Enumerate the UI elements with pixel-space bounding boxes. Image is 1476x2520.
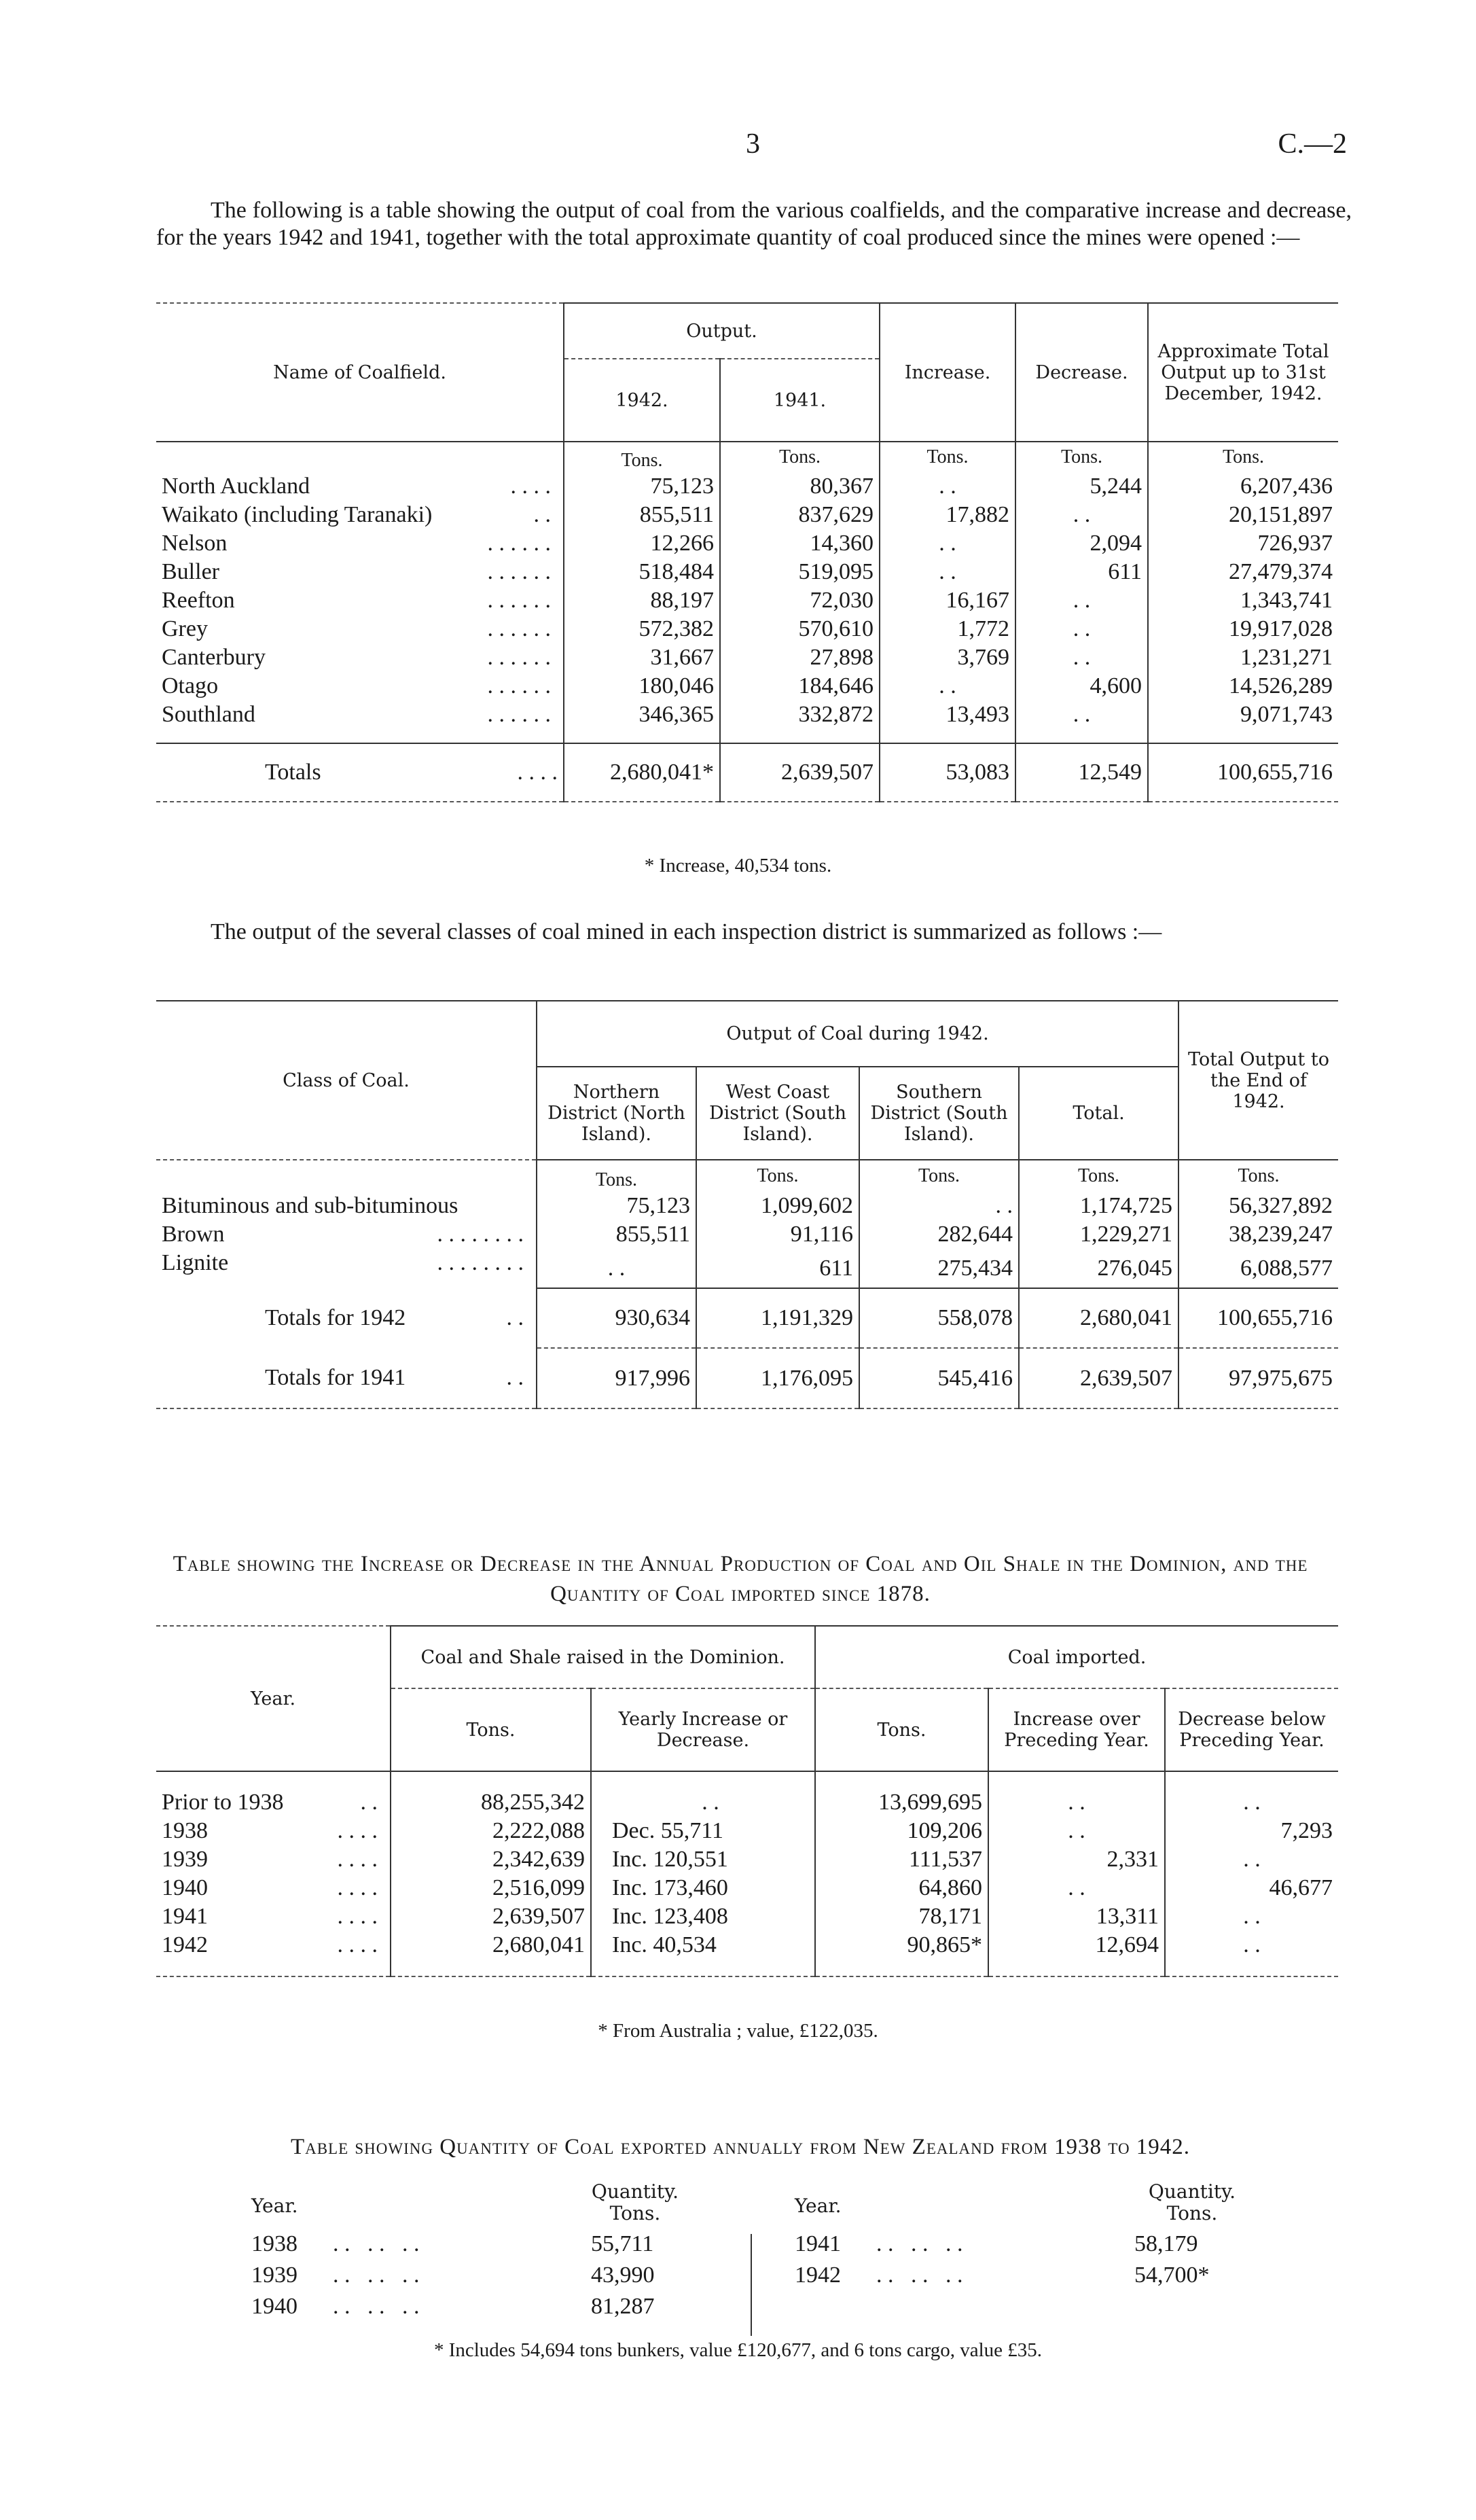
cell-increase: . . [880, 472, 1015, 501]
cell-decrease: 46,677 [1165, 1874, 1338, 1902]
cell-1942: 346,365 [564, 700, 720, 743]
leader-dots: . . . . . . [487, 559, 551, 584]
totals-label: Totals for 1942 [265, 1305, 406, 1330]
col-increase-over: Increase over Preceding Year. [988, 1688, 1165, 1771]
year-label: 1938 [162, 1818, 208, 1843]
cell-1941: 519,095 [720, 558, 880, 586]
export-table [251, 2181, 1270, 2337]
coalfield-name: Reefton [162, 588, 235, 613]
list-item [795, 2262, 1270, 2294]
cell-increase: . . [880, 529, 1015, 558]
row-label [156, 672, 564, 700]
leader-dots: . . . . [510, 474, 551, 499]
col-quantity-right: Quantity. Tons. [1148, 2180, 1236, 2224]
col-1941: 1941. [720, 359, 880, 442]
cell-south: 545,416 [859, 1348, 1019, 1408]
leader-dots: . . . . . . [333, 2262, 420, 2288]
leader-dots: . . [506, 1365, 524, 1390]
coalfield-name: Buller [162, 559, 219, 584]
export-year: 1940 [251, 2294, 298, 2319]
cell-total: 2,680,041 [1019, 1288, 1178, 1348]
leader-dots: . . . . . . [876, 2262, 963, 2288]
cell-decrease: 2,094 [1015, 529, 1148, 558]
cell-tons: 2,342,639 [391, 1845, 591, 1874]
table-row [156, 643, 1338, 672]
cell-total: 1,174,725 [1019, 1192, 1178, 1220]
footnote-table-1: * Increase, 40,534 tons. [644, 855, 832, 876]
cell-total: 726,937 [1148, 529, 1338, 558]
export-year: 1941 [795, 2231, 841, 2256]
cell-increase: . . [988, 1771, 1165, 1817]
cell-decrease: 5,244 [1015, 472, 1148, 501]
row-year [156, 1902, 391, 1931]
cell-1942: 518,484 [564, 558, 720, 586]
cell-north: 917,996 [537, 1348, 696, 1408]
cell-total: 14,526,289 [1148, 672, 1338, 700]
col-west-coast-district: West Coast District (South Island). [696, 1067, 859, 1160]
cell-decrease: 12,549 [1015, 743, 1148, 802]
year-label: 1941 [162, 1904, 208, 1929]
table-row [156, 529, 1338, 558]
intro-paragraph-2: The output of the several classes of coal mined in each inspection district is summarized as follows :— [211, 919, 1162, 944]
cell-increase: 53,083 [880, 743, 1015, 802]
row-label [156, 586, 564, 615]
coalfield-name: Otago [162, 673, 219, 698]
export-year: 1939 [251, 2262, 298, 2288]
production-import-table [156, 1625, 1338, 1977]
unit-label: Tons. [1019, 1160, 1178, 1192]
unit-label: Tons. [720, 442, 880, 472]
cell-south: 558,078 [859, 1288, 1019, 1348]
leader-dots: . . . . [337, 1875, 378, 1900]
row-label [156, 529, 564, 558]
cell-south: . . [859, 1192, 1019, 1220]
list-item [251, 2294, 727, 2325]
cell-1942: 180,046 [564, 672, 720, 700]
col-decrease: Decrease. [1015, 303, 1148, 442]
table-row [156, 1192, 1338, 1220]
table-row [156, 1771, 1338, 1817]
cell-increase: 17,882 [880, 501, 1015, 529]
cell-1941: 332,872 [720, 700, 880, 743]
col-approx-total: Approximate Total Output up to 31st December, 1942. [1148, 303, 1338, 442]
cell-total: 1,231,271 [1148, 643, 1338, 672]
list-item [795, 2231, 1270, 2262]
cell-decrease: . . [1015, 501, 1148, 529]
cell-1941: 14,360 [720, 529, 880, 558]
table-row [156, 501, 1338, 529]
coalfield-name: North Auckland [162, 474, 310, 499]
totals-label: Totals [265, 760, 321, 785]
col-total: Total. [1019, 1067, 1178, 1160]
cell-increase: 3,769 [880, 643, 1015, 672]
col-tons: Tons. [391, 1688, 591, 1771]
cell-decrease: . . [1015, 586, 1148, 615]
cell-end: 38,239,247 [1178, 1220, 1338, 1249]
cell-total: 20,151,897 [1148, 501, 1338, 529]
cell-north: 855,511 [537, 1220, 696, 1249]
coalfield-name: Waikato (including Taranaki) [162, 502, 433, 527]
cell-yearly: Inc. 173,460 [591, 1874, 815, 1902]
cell-west: 611 [696, 1249, 859, 1288]
leader-dots: . . . . . . [487, 645, 551, 670]
table-row [156, 586, 1338, 615]
cell-1942: 75,123 [564, 472, 720, 501]
cell-decrease: 4,600 [1015, 672, 1148, 700]
year-label: Prior to 1938 [162, 1790, 284, 1815]
cell-increase: . . [880, 558, 1015, 586]
cell-decrease: . . [1015, 615, 1148, 643]
leader-dots: . . [360, 1790, 378, 1815]
leader-dots: . . . . [337, 1932, 378, 1957]
col-class-of-coal: Class of Coal. [156, 1001, 537, 1160]
cell-decrease: . . [1015, 700, 1148, 743]
unit-label: Tons. [1148, 442, 1338, 472]
export-year: 1942 [795, 2262, 841, 2288]
cell-increase: 1,772 [880, 615, 1015, 643]
row-label [156, 558, 564, 586]
cell-west: 1,191,329 [696, 1288, 859, 1348]
unit-label: Tons. [696, 1160, 859, 1192]
cell-yearly: Inc. 40,534 [591, 1931, 815, 1976]
unit-label: Tons. [1015, 442, 1148, 472]
leader-dots: . . . . . . . . [437, 1222, 524, 1247]
cell-north: 75,123 [537, 1192, 696, 1220]
leader-dots: . . . . [337, 1847, 378, 1872]
table-row [156, 1845, 1338, 1874]
cell-decrease: . . [1165, 1771, 1338, 1817]
cell-increase: . . [988, 1874, 1165, 1902]
cell-1941: 27,898 [720, 643, 880, 672]
col-decrease-below: Decrease below Preceding Year. [1165, 1688, 1338, 1771]
table-row [156, 672, 1338, 700]
coalfield-name: Grey [162, 616, 208, 641]
coal-class-table [156, 1000, 1338, 1409]
export-quantity: 54,700* [1134, 2262, 1210, 2288]
cell-north: 930,634 [537, 1288, 696, 1348]
table-row [156, 472, 1338, 501]
unit-label: Tons. [1178, 1160, 1338, 1192]
cell-imported: 13,699,695 [815, 1771, 988, 1817]
leader-dots: . . . . [337, 1818, 378, 1843]
leader-dots: . . . . . . . . [437, 1250, 524, 1275]
cell-tons: 88,255,342 [391, 1771, 591, 1817]
cell-south: 275,434 [859, 1249, 1019, 1288]
cell-1941: 80,367 [720, 472, 880, 501]
cell-yearly: Dec. 55,711 [591, 1817, 815, 1845]
cell-yearly: Inc. 120,551 [591, 1845, 815, 1874]
cell-increase: 13,493 [880, 700, 1015, 743]
cell-1942: 2,680,041* [564, 743, 720, 802]
cell-decrease: . . [1015, 643, 1148, 672]
leader-dots: . . . . . . [487, 531, 551, 556]
cell-total: 19,917,028 [1148, 615, 1338, 643]
cell-imported: 78,171 [815, 1902, 988, 1931]
page-number: 3 [746, 128, 760, 160]
leader-dots: . . . . . . [487, 616, 551, 641]
cell-west: 1,176,095 [696, 1348, 859, 1408]
year-label: 1940 [162, 1875, 208, 1900]
unit-label: Tons. [564, 442, 720, 472]
cell-increase: . . [988, 1817, 1165, 1845]
totals-1941-row [156, 1348, 1338, 1408]
leader-dots: . . . . . . [487, 588, 551, 613]
footnote-table-3: * From Australia ; value, £122,035. [598, 2020, 878, 2042]
export-list-left [251, 2231, 727, 2325]
coalfield-name: Canterbury [162, 645, 266, 670]
table-row [156, 700, 1338, 743]
year-label: 1939 [162, 1847, 208, 1872]
table-3-title: Table showing the Increase or Decrease in the Annual Production of Coal and Oil Shale in the Dominion, and the Quantity of Coal imported since 1878. [173, 1552, 1308, 1606]
col-northern-district: Northern District (North Island). [537, 1067, 696, 1160]
cell-yearly: . . [591, 1771, 815, 1817]
row-year [156, 1817, 391, 1845]
row-label [156, 472, 564, 501]
leader-dots: . . . . . . [876, 2231, 963, 2256]
column-divider [751, 2234, 752, 2336]
col-output-1942: Output of Coal during 1942. [537, 1001, 1178, 1067]
export-quantity: 58,179 [1134, 2231, 1198, 2256]
col-coal-imported: Coal imported. [815, 1626, 1338, 1688]
year-label: 1942 [162, 1932, 208, 1957]
unit-label: Tons. [859, 1160, 1019, 1192]
cell-imported: 109,206 [815, 1817, 988, 1845]
table-row [156, 1249, 1338, 1288]
unit-label: Tons. [537, 1160, 696, 1192]
col-year-right: Year. [795, 2195, 842, 2217]
cell-total: 276,045 [1019, 1249, 1178, 1288]
cell-total: 27,479,374 [1148, 558, 1338, 586]
cell-south: 282,644 [859, 1220, 1019, 1249]
cell-total: 6,207,436 [1148, 472, 1338, 501]
cell-north: . . [537, 1249, 696, 1288]
cell-1942: 31,667 [564, 643, 720, 672]
row-year [156, 1771, 391, 1817]
totals-1942-row [156, 1288, 1338, 1348]
cell-tons: 2,639,507 [391, 1902, 591, 1931]
col-year: Year. [156, 1626, 391, 1771]
leader-dots: . . . . [517, 760, 558, 785]
cell-1941: 2,639,507 [720, 743, 880, 802]
cell-decrease: . . [1165, 1931, 1338, 1976]
document-code: C.—2 [1278, 128, 1347, 160]
leader-dots: . . [506, 1305, 524, 1330]
cell-1941: 184,646 [720, 672, 880, 700]
leader-dots: . . . . . . [333, 2231, 420, 2256]
list-item [251, 2231, 727, 2262]
cell-imported: 111,537 [815, 1845, 988, 1874]
cell-increase: . . [880, 672, 1015, 700]
row-label [156, 615, 564, 643]
cell-imported: 90,865* [815, 1931, 988, 1976]
cell-total: 100,655,716 [1148, 743, 1338, 802]
col-total-output-end: Total Output to the End of 1942. [1178, 1001, 1338, 1160]
cell-yearly: Inc. 123,408 [591, 1902, 815, 1931]
cell-decrease: . . [1165, 1902, 1338, 1931]
cell-tons: 2,222,088 [391, 1817, 591, 1845]
totals-label: Totals for 1941 [265, 1365, 406, 1390]
row-label: Brown [162, 1222, 225, 1247]
row-year [156, 1845, 391, 1874]
leader-dots: . . [533, 502, 551, 527]
leader-dots: . . . . [337, 1904, 378, 1929]
cell-west: 91,116 [696, 1220, 859, 1249]
export-year: 1938 [251, 2231, 298, 2256]
cell-1941: 72,030 [720, 586, 880, 615]
table-row [156, 615, 1338, 643]
cell-total: 1,229,271 [1019, 1220, 1178, 1249]
row-label: Bituminous and sub-bituminous [162, 1193, 458, 1218]
col-coal-shale-raised: Coal and Shale raised in the Dominion. [391, 1626, 815, 1688]
col-quantity-left: Quantity. Tons. [591, 2180, 679, 2224]
table-row [156, 558, 1338, 586]
cell-increase: 12,694 [988, 1931, 1165, 1976]
col-1942: 1942. [564, 359, 720, 442]
coalfield-name: Southland [162, 702, 255, 727]
coalfield-name: Nelson [162, 531, 228, 556]
cell-increase: 2,331 [988, 1845, 1165, 1874]
row-label [156, 700, 564, 743]
leader-dots: . . . . . . [333, 2294, 420, 2319]
totals-row [156, 743, 1338, 802]
export-quantity: 81,287 [591, 2294, 655, 2319]
export-quantity: 55,711 [591, 2231, 654, 2256]
coalfield-output-table [156, 302, 1338, 802]
table-row [156, 1931, 1338, 1976]
cell-imported: 64,860 [815, 1874, 988, 1902]
cell-decrease: 7,293 [1165, 1817, 1338, 1845]
unit-label: Tons. [880, 442, 1015, 472]
cell-total: 9,071,743 [1148, 700, 1338, 743]
cell-1941: 570,610 [720, 615, 880, 643]
list-item [251, 2262, 727, 2294]
col-imported-tons: Tons. [815, 1688, 988, 1771]
export-quantity: 43,990 [591, 2262, 655, 2288]
col-increase: Increase. [880, 303, 1015, 442]
col-output: Output. [564, 303, 880, 359]
cell-1942: 572,382 [564, 615, 720, 643]
cell-end: 6,088,577 [1178, 1249, 1338, 1288]
table-row [156, 1902, 1338, 1931]
cell-west: 1,099,602 [696, 1192, 859, 1220]
col-name-of-coalfield: Name of Coalfield. [156, 303, 564, 442]
intro-paragraph-1: The following is a table showing the output of coal from the various coalfields, and the comparative increase and decrease, for the years 1942 and 1941, together with the total approximate quantity of coal produced since the mines were opened :— [156, 198, 1352, 250]
row-label: Lignite [162, 1250, 229, 1275]
footnote-table-4: * Includes 54,694 tons bunkers, value £120,677, and 6 tons cargo, value £35. [433, 2339, 1043, 2361]
export-list-right [795, 2231, 1270, 2294]
cell-increase: 13,311 [988, 1902, 1165, 1931]
col-southern-district: Southern District (South Island). [859, 1067, 1019, 1160]
row-year [156, 1874, 391, 1902]
cell-1942: 12,266 [564, 529, 720, 558]
cell-tons: 2,680,041 [391, 1931, 591, 1976]
cell-1942: 855,511 [564, 501, 720, 529]
cell-end: 97,975,675 [1178, 1348, 1338, 1408]
cell-end: 100,655,716 [1178, 1288, 1338, 1348]
cell-end: 56,327,892 [1178, 1192, 1338, 1220]
cell-total: 2,639,507 [1019, 1348, 1178, 1408]
cell-decrease: 611 [1015, 558, 1148, 586]
cell-tons: 2,516,099 [391, 1874, 591, 1902]
row-label [156, 643, 564, 672]
leader-dots: . . . . . . [487, 673, 551, 698]
table-row [156, 1220, 1338, 1249]
cell-decrease: . . [1165, 1845, 1338, 1874]
table-4-title: Table showing Quantity of Coal exported annually from New Zealand from 1938 to 1942. [290, 2135, 1191, 2159]
table-row [156, 1874, 1338, 1902]
cell-total: 1,343,741 [1148, 586, 1338, 615]
leader-dots: . . . . . . [487, 702, 551, 727]
table-row [156, 1817, 1338, 1845]
cell-1942: 88,197 [564, 586, 720, 615]
cell-1941: 837,629 [720, 501, 880, 529]
col-yearly-change: Yearly Increase or Decrease. [591, 1688, 815, 1771]
row-label [156, 501, 564, 529]
col-year-left: Year. [251, 2195, 298, 2217]
row-year [156, 1931, 391, 1976]
cell-increase: 16,167 [880, 586, 1015, 615]
